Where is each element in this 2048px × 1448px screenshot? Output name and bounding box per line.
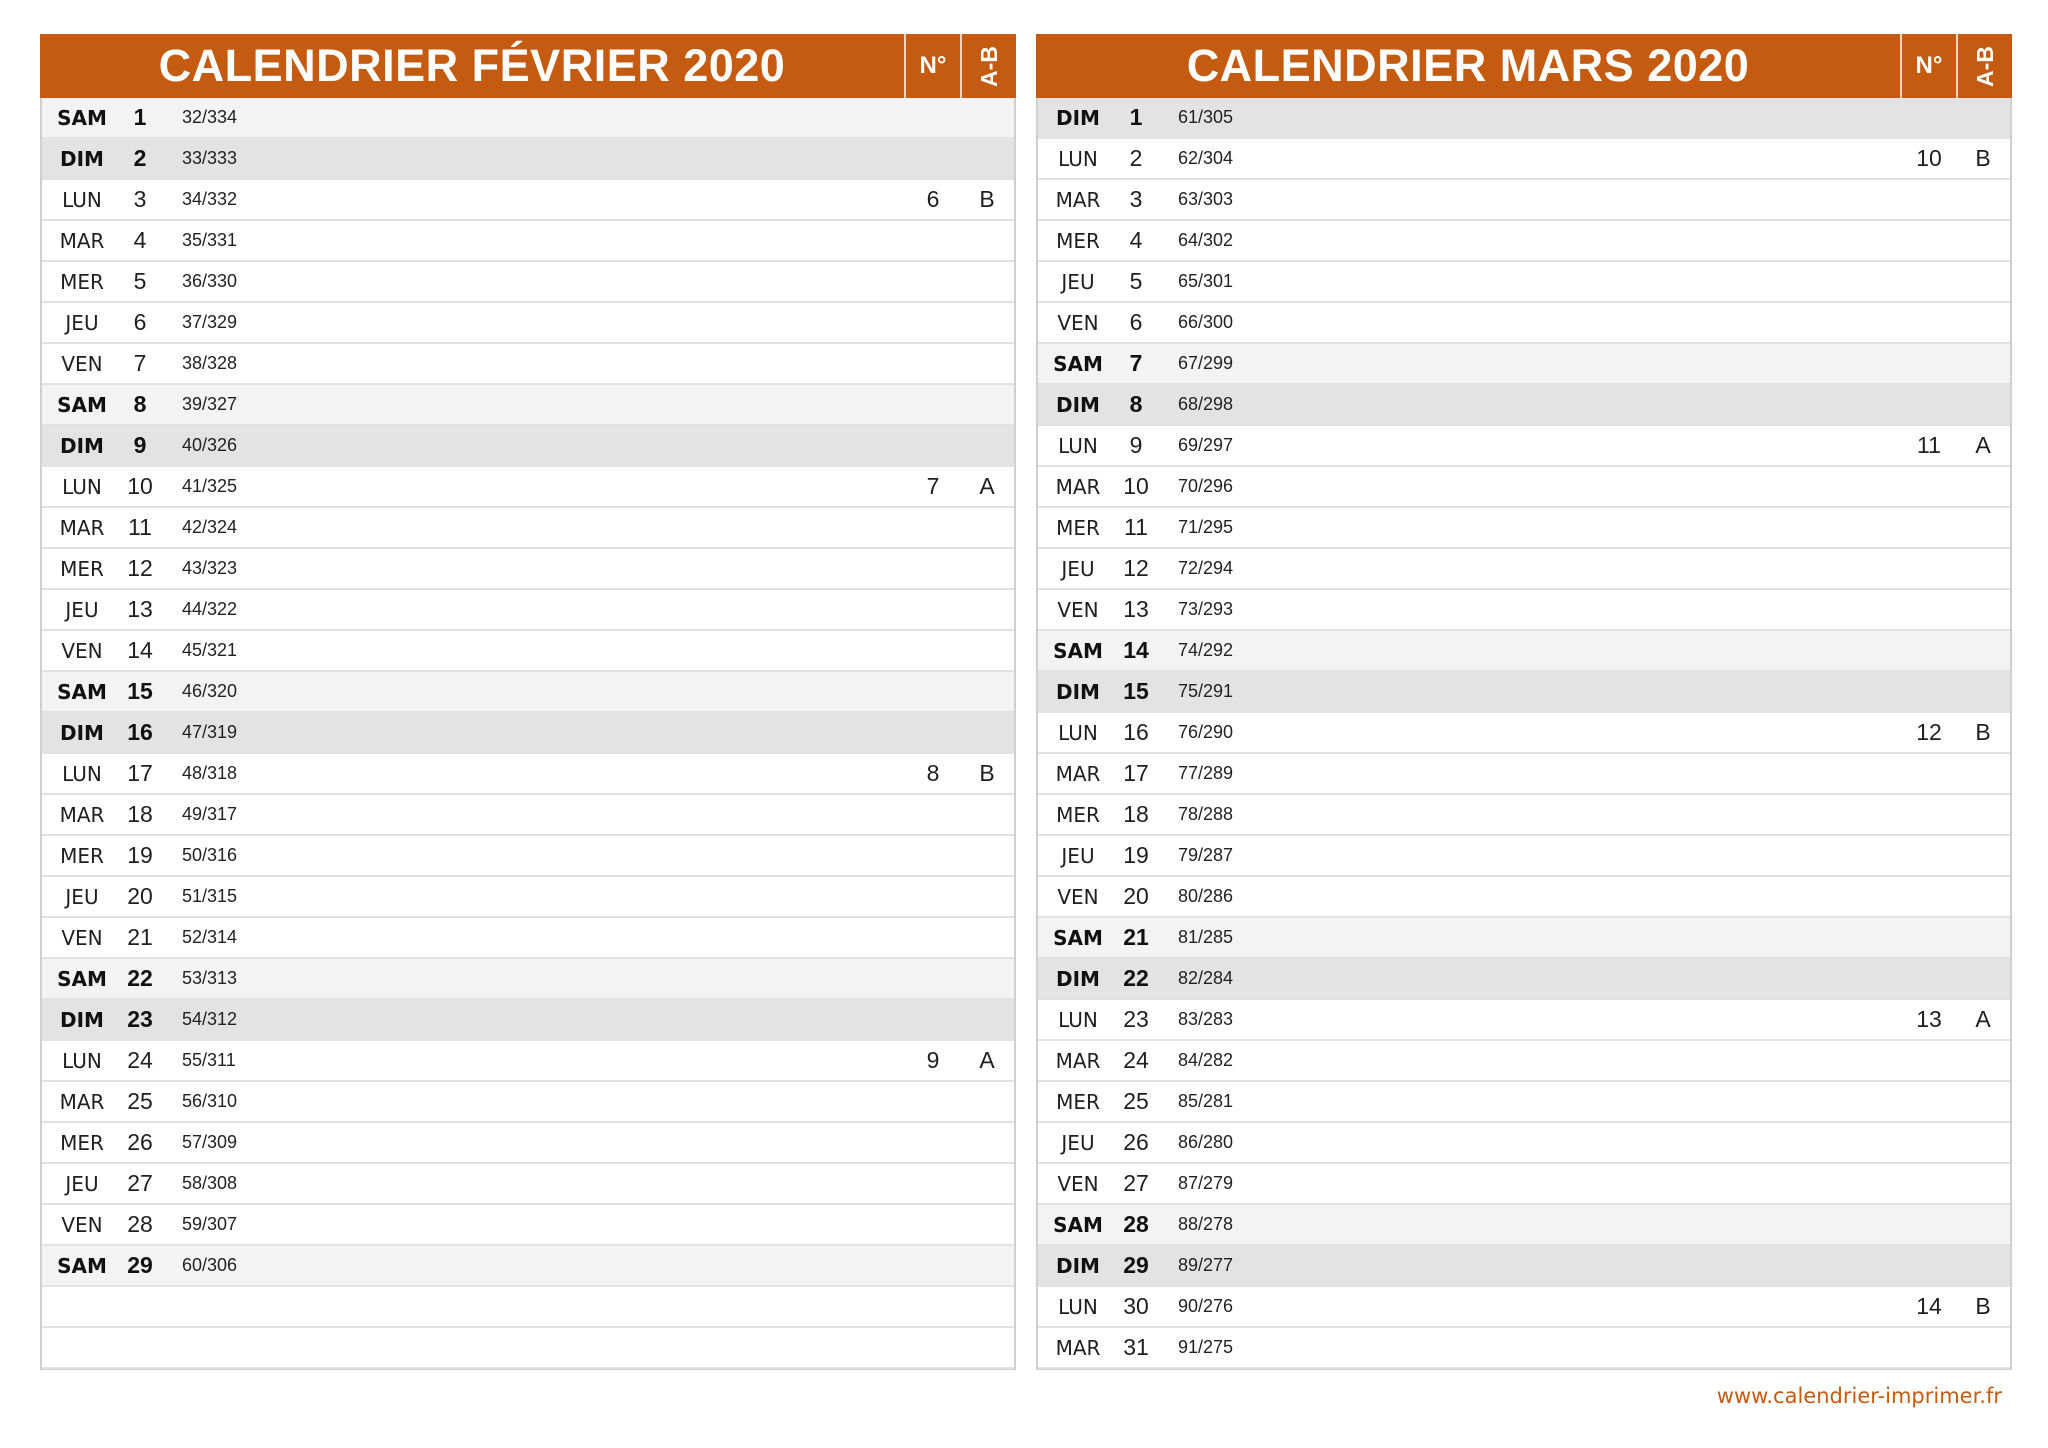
weekday-label: MAR [1055,187,1101,212]
day-of-year: 87/279 [1178,1173,1234,1193]
week-ab: B [979,186,995,212]
day-row [1038,754,2010,795]
day-number: 29 [127,1252,153,1278]
week-number: 6 [926,186,940,212]
weekday-label: SAM [57,679,107,704]
day-number: 4 [133,227,147,253]
day-number: 13 [1123,596,1149,622]
weekday-label: DIM [60,1007,104,1032]
day-of-year: 51/315 [182,886,238,906]
day-number: 7 [1129,350,1143,376]
day-number: 13 [127,596,153,622]
day-number: 8 [133,391,147,417]
day-row [1038,672,2010,713]
day-number: 17 [127,760,153,786]
day-of-year: 53/313 [182,968,238,988]
day-number: 21 [127,924,153,950]
day-of-year: 90/276 [1178,1296,1234,1316]
weekday-label: JEU [1061,843,1095,868]
day-number: 12 [1123,555,1149,581]
day-of-year: 59/307 [182,1214,238,1234]
day-row [42,590,1014,631]
day-of-year: 86/280 [1178,1132,1234,1152]
day-of-year: 58/308 [182,1173,238,1193]
weekday-label: DIM [1056,679,1100,704]
day-of-year: 40/326 [182,435,238,455]
day-row [1038,180,2010,221]
day-row [1038,795,2010,836]
day-number: 16 [1123,719,1149,745]
day-row [42,959,1014,1000]
footer-url[interactable]: www.calendrier-imprimer.fr [1716,1384,2002,1408]
day-row [42,262,1014,303]
day-number: 26 [127,1129,153,1155]
weekday-label: JEU [65,310,99,335]
day-row [42,139,1014,180]
day-of-year: 49/317 [182,804,238,824]
week-ab-header-label: A-B [975,45,1002,87]
day-of-year: 47/319 [182,722,238,742]
weekday-label: MAR [1055,1048,1101,1073]
day-number: 28 [127,1211,153,1237]
weekday-label: LUN [1058,1007,1098,1032]
day-row [42,98,1014,139]
day-of-year: 38/328 [182,353,238,373]
week-ab: A [1975,1006,1991,1032]
day-row [1038,1328,2010,1369]
weekday-label: LUN [62,1048,102,1073]
day-of-year: 57/309 [182,1132,238,1152]
weekday-label: SAM [57,1253,107,1278]
weekday-label: VEN [1057,597,1099,622]
day-of-year: 78/288 [1178,804,1234,824]
week-ab: A [979,473,995,499]
weekday-label: SAM [57,966,107,991]
day-rows [1038,98,2010,1369]
calendar-march [1036,34,2012,1370]
day-row [42,1123,1014,1164]
day-number: 7 [133,350,147,376]
day-of-year: 43/323 [182,558,238,578]
week-number-header: N° [904,34,960,98]
day-row [42,1082,1014,1123]
day-of-year: 34/332 [182,189,238,209]
weekday-label: LUN [1058,1294,1098,1319]
day-of-year: 45/321 [182,640,238,660]
day-row [1038,467,2010,508]
day-of-year: 33/333 [182,148,238,168]
day-of-year: 67/299 [1178,353,1234,373]
day-number: 12 [127,555,153,581]
weekday-label: DIM [1056,392,1100,417]
day-of-year: 37/329 [182,312,238,332]
day-row [42,467,1014,508]
day-number: 16 [127,719,153,745]
weekday-label: MER [1056,515,1100,540]
day-row [42,426,1014,467]
day-of-year: 60/306 [182,1255,238,1275]
day-row [1038,1123,2010,1164]
week-ab: B [1975,145,1991,171]
weekday-label: DIM [1056,105,1100,130]
day-row [42,1000,1014,1041]
weekday-label: JEU [65,884,99,909]
day-row [1038,262,2010,303]
day-row [42,672,1014,713]
weekday-label: SAM [57,392,107,417]
week-ab: B [1975,1293,1991,1319]
weekday-label: MAR [59,802,105,827]
day-of-year: 62/304 [1178,148,1234,168]
weekday-label: LUN [62,761,102,786]
weekday-label: MER [1056,228,1100,253]
day-of-year: 42/324 [182,517,238,537]
day-number: 25 [127,1088,153,1114]
day-of-year: 64/302 [1178,230,1234,250]
day-of-year: 72/294 [1178,558,1234,578]
weekday-label: SAM [1053,925,1103,950]
day-row [42,1164,1014,1205]
day-of-year: 74/292 [1178,640,1234,660]
calendar-february [40,34,1016,1370]
week-number: 14 [1916,1293,1942,1319]
day-row [1038,1000,2010,1041]
day-row [42,221,1014,262]
day-row [1038,1246,2010,1287]
day-row [42,1205,1014,1246]
day-of-year: 39/327 [182,394,238,414]
day-row [1038,344,2010,385]
day-of-year: 54/312 [182,1009,238,1029]
week-number: 13 [1916,1006,1942,1032]
day-row [42,918,1014,959]
week-ab: A [1975,432,1991,458]
day-number: 4 [1129,227,1143,253]
week-ab: A [979,1047,995,1073]
day-of-year: 66/300 [1178,312,1234,332]
weekday-label: VEN [61,638,103,663]
weekday-label: MER [60,1130,104,1155]
day-row [42,344,1014,385]
week-number-header: N° [1900,34,1956,98]
weekday-label: MAR [1055,474,1101,499]
week-number: 7 [926,473,940,499]
weekday-label: SAM [1053,351,1103,376]
day-of-year: 79/287 [1178,845,1234,865]
day-number: 29 [1123,1252,1149,1278]
weekday-label: MER [60,556,104,581]
day-number: 14 [127,637,153,663]
day-row [1038,918,2010,959]
day-number: 27 [127,1170,153,1196]
day-of-year: 81/285 [1178,927,1234,947]
day-row [42,795,1014,836]
day-of-year: 69/297 [1178,435,1234,455]
day-of-year: 36/330 [182,271,238,291]
day-of-year: 89/277 [1178,1255,1234,1275]
weekday-label: MAR [1055,761,1101,786]
weekday-label: MER [60,843,104,868]
weekday-label: VEN [1057,884,1099,909]
weekday-label: DIM [60,146,104,171]
day-number: 25 [1123,1088,1149,1114]
day-of-year: 63/303 [1178,189,1234,209]
day-row [1038,303,2010,344]
weekday-label: VEN [1057,1171,1099,1196]
calendar-header [40,34,1016,98]
day-of-year: 71/295 [1178,517,1234,537]
day-of-year: 84/282 [1178,1050,1234,1070]
day-row [1038,713,2010,754]
day-of-year: 85/281 [1178,1091,1234,1111]
day-number: 20 [1123,883,1149,909]
day-number: 9 [133,432,147,458]
day-number: 26 [1123,1129,1149,1155]
week-number: 11 [1917,432,1941,458]
day-number: 23 [1123,1006,1149,1032]
day-row [1038,836,2010,877]
day-of-year: 91/275 [1178,1337,1234,1357]
day-row [42,1287,1014,1328]
calendar-title: CALENDRIER MARS 2020 [1186,40,1750,91]
weekday-label: VEN [1057,310,1099,335]
day-number: 18 [1123,801,1149,827]
day-of-year: 35/331 [182,230,238,250]
day-number: 28 [1123,1211,1149,1237]
week-ab-header-label: A-B [1971,45,1998,87]
day-row [42,754,1014,795]
weekday-label: DIM [60,720,104,745]
day-number: 23 [127,1006,153,1032]
weekday-label: MAR [59,1089,105,1114]
day-number: 2 [1129,145,1143,171]
day-number: 24 [127,1047,153,1073]
day-number: 17 [1123,760,1149,786]
weekday-label: JEU [1061,269,1095,294]
day-row [1038,1164,2010,1205]
day-row [42,877,1014,918]
weekday-label: JEU [65,1171,99,1196]
weekday-label: SAM [57,105,107,130]
day-row [1038,508,2010,549]
day-row [42,1328,1014,1369]
day-row [42,549,1014,590]
day-number: 6 [1129,309,1143,335]
day-of-year: 52/314 [182,927,238,947]
week-ab-header [1956,34,2012,98]
weekday-label: JEU [65,597,99,622]
day-row [1038,877,2010,918]
day-row [1038,959,2010,1000]
calendar-header [1036,34,2012,98]
day-number: 24 [1123,1047,1149,1073]
day-of-year: 88/278 [1178,1214,1234,1234]
day-row [42,1041,1014,1082]
day-row [42,631,1014,672]
day-number: 11 [128,514,152,540]
weekday-label: SAM [1053,638,1103,663]
day-row [42,1246,1014,1287]
day-row [42,836,1014,877]
day-number: 3 [1129,186,1143,212]
day-number: 2 [133,145,147,171]
day-row [1038,1082,2010,1123]
day-row [1038,426,2010,467]
day-number: 15 [127,678,153,704]
day-row [42,180,1014,221]
day-number: 1 [1129,104,1143,130]
day-number: 10 [1123,473,1149,499]
day-number: 10 [127,473,153,499]
day-number: 15 [1123,678,1149,704]
day-of-year: 55/311 [182,1050,236,1070]
weekday-label: LUN [1058,433,1098,458]
weekday-label: JEU [1061,556,1095,581]
day-of-year: 48/318 [182,763,238,783]
weekday-label: MER [60,269,104,294]
day-of-year: 44/322 [182,599,238,619]
day-row [42,303,1014,344]
weekday-label: LUN [1058,146,1098,171]
day-row [42,508,1014,549]
day-number: 19 [127,842,153,868]
weekday-label: DIM [60,433,104,458]
week-ab: B [1975,719,1991,745]
weekday-label: DIM [1056,1253,1100,1278]
day-of-year: 80/286 [1178,886,1234,906]
day-row [42,713,1014,754]
day-of-year: 61/305 [1178,107,1234,127]
weekday-label: VEN [61,1212,103,1237]
day-rows [42,98,1014,1369]
weekday-label: JEU [1061,1130,1095,1155]
day-row [1038,1287,2010,1328]
day-number: 22 [1123,965,1149,991]
day-of-year: 56/310 [182,1091,238,1111]
day-number: 27 [1123,1170,1149,1196]
day-row [1038,385,2010,426]
week-number: 9 [926,1047,940,1073]
day-row [1038,98,2010,139]
day-number: 20 [127,883,153,909]
weekday-label: VEN [61,925,103,950]
weekday-label: MAR [1055,1335,1101,1360]
day-of-year: 46/320 [182,681,238,701]
day-number: 31 [1123,1334,1149,1360]
day-row [42,385,1014,426]
day-of-year: 50/316 [182,845,238,865]
day-of-year: 82/284 [1178,968,1234,988]
day-row [1038,549,2010,590]
day-of-year: 65/301 [1178,271,1234,291]
day-number: 11 [1124,514,1148,540]
day-number: 19 [1123,842,1149,868]
weekday-label: SAM [1053,1212,1103,1237]
day-number: 1 [133,104,147,130]
day-row [1038,221,2010,262]
day-number: 5 [133,268,147,294]
weekday-label: MAR [59,228,105,253]
weekday-label: MAR [59,515,105,540]
day-row [1038,1205,2010,1246]
day-row [1038,139,2010,180]
day-number: 5 [1129,268,1143,294]
week-ab-header [960,34,1016,98]
day-number: 30 [1123,1293,1149,1319]
week-ab: B [979,760,995,786]
day-of-year: 68/298 [1178,394,1234,414]
calendar-title: CALENDRIER FÉVRIER 2020 [158,40,786,91]
weekday-label: LUN [62,474,102,499]
day-of-year: 32/334 [182,107,238,127]
weekday-label: LUN [1058,720,1098,745]
day-number: 8 [1129,391,1143,417]
day-number: 21 [1123,924,1149,950]
weekday-label: MER [1056,1089,1100,1114]
weekday-label: VEN [61,351,103,376]
weekday-label: DIM [1056,966,1100,991]
day-number: 18 [127,801,153,827]
week-number: 10 [1916,145,1942,171]
day-of-year: 76/290 [1178,722,1234,742]
day-of-year: 83/283 [1178,1009,1234,1029]
week-number: 8 [926,760,940,786]
day-number: 14 [1123,637,1149,663]
weekday-label: LUN [62,187,102,212]
day-of-year: 75/291 [1178,681,1234,701]
day-number: 22 [127,965,153,991]
day-of-year: 41/325 [182,476,238,496]
day-number: 9 [1129,432,1143,458]
day-of-year: 73/293 [1178,599,1234,619]
day-row [1038,1041,2010,1082]
day-number: 6 [133,309,147,335]
weekday-label: MER [1056,802,1100,827]
day-number: 3 [133,186,147,212]
week-number: 12 [1916,719,1942,745]
day-row [1038,631,2010,672]
day-of-year: 70/296 [1178,476,1234,496]
day-row [1038,590,2010,631]
day-of-year: 77/289 [1178,763,1234,783]
